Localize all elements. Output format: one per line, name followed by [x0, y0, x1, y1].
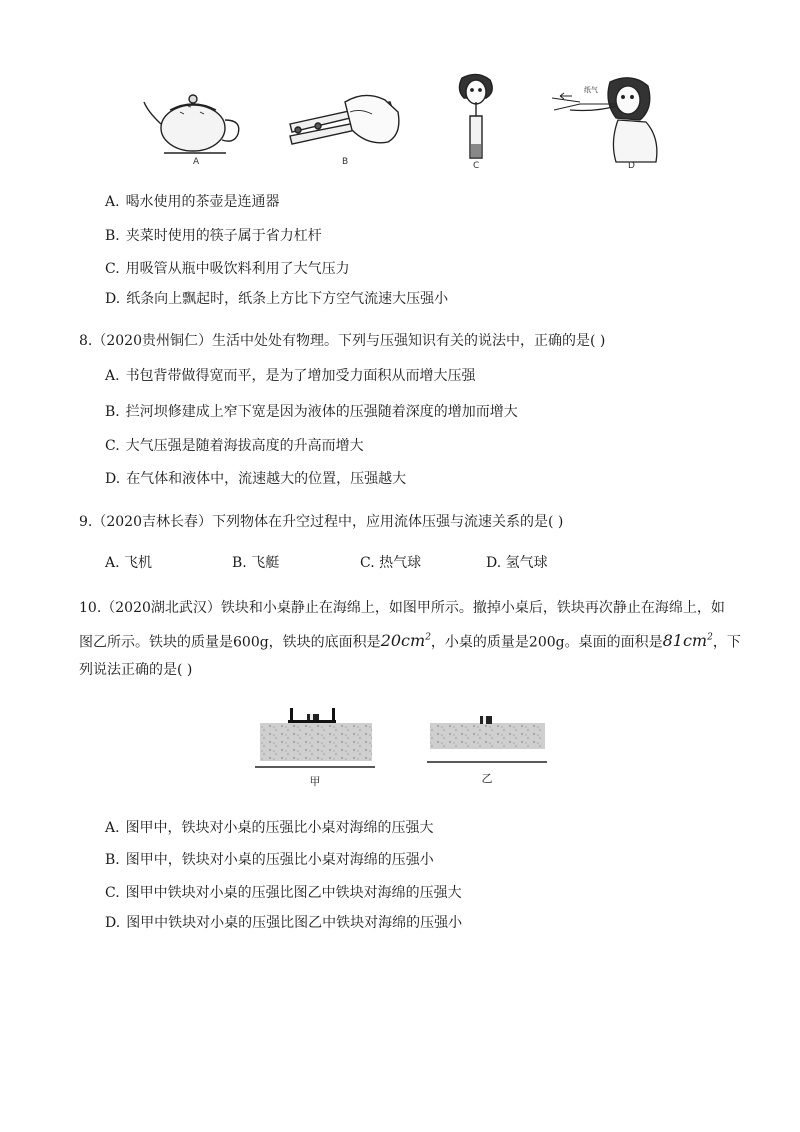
option-text: 图甲中铁块对小桌的压强比图乙中铁块对海绵的压强小 — [126, 915, 463, 931]
q10-stem-line2 — [79, 628, 741, 652]
option-text: 拦河坝修建成上窄下宽是因为液体的压强随着深度的增加而增大 — [125, 404, 518, 420]
q9-option-b[interactable] — [232, 553, 279, 573]
teapot-illustration — [144, 95, 239, 153]
q10-option-c[interactable] — [105, 883, 462, 903]
figure-q7 — [140, 72, 680, 170]
option-label: A. — [105, 820, 120, 836]
straw-bottle-illustration — [459, 74, 492, 158]
option-label: D. — [105, 471, 121, 487]
option-label: A. — [105, 194, 120, 210]
option-label: D. — [105, 291, 121, 307]
option-label: D. — [486, 555, 502, 571]
q9-option-a[interactable] — [105, 553, 152, 573]
option-text: 大气压强是随着海拔高度的升高而增大 — [125, 438, 364, 454]
option-text: 夹菜时使用的筷子属于省力杠杆 — [125, 228, 322, 244]
q8-stem — [79, 331, 605, 351]
q8-answer-blank[interactable]: ( ) — [589, 333, 606, 349]
option-label: C. — [105, 261, 120, 277]
option-text: 飞艇 — [251, 555, 280, 571]
figure-label-b: B — [342, 157, 349, 167]
option-text: 在气体和液体中，流速越大的位置，压强越大 — [126, 471, 407, 487]
option-text: 书包背带做得宽而平，是为了增加受力面积从而增大压强 — [125, 368, 476, 384]
q8-option-d[interactable] — [105, 469, 406, 489]
figure-label-c: C — [473, 161, 480, 170]
q8-stem-text: 8.（2020贵州铜仁）生活中处处有物理。下列与压强知识有关的说法中，正确的是 — [79, 333, 590, 349]
option-text: 热气球 — [379, 555, 422, 571]
q9-stem-text: 9.（2020吉林长春）下列物体在升空过程中，应用流体压强与流速关系的是 — [79, 514, 548, 530]
q10-option-d[interactable] — [105, 913, 462, 933]
q9-stem — [79, 512, 563, 532]
q7-option-c[interactable] — [105, 259, 350, 279]
q10-option-b[interactable] — [105, 850, 434, 870]
q9-answer-blank[interactable]: ( ) — [548, 514, 564, 530]
option-label: C. — [360, 555, 375, 571]
sponge-with-table — [255, 708, 375, 767]
option-label: C. — [105, 438, 120, 454]
q7-option-b[interactable] — [105, 226, 322, 246]
option-label: A. — [105, 555, 120, 571]
q10-text-b: ，小桌的质量是200g。桌面的面积是 — [430, 634, 663, 651]
q9-option-c[interactable] — [360, 553, 421, 573]
option-text: 图甲中，铁块对小桌的压强比小桌对海绵的压强大 — [125, 820, 434, 836]
option-label: C. — [105, 885, 120, 901]
option-text: 飞机 — [124, 555, 153, 571]
option-text: 氢气球 — [505, 555, 548, 571]
q8-option-c[interactable] — [105, 436, 364, 456]
q8-option-a[interactable] — [105, 366, 476, 386]
q7-option-d[interactable] — [105, 289, 448, 309]
figure-q10 — [255, 700, 555, 790]
area-value-2: $81cm^2$ — [662, 631, 713, 651]
area-value-1: $20cm^2$ — [380, 631, 431, 651]
q7-option-a[interactable] — [105, 192, 280, 212]
option-text: 图甲中铁块对小桌的压强比图乙中铁块对海绵的压强大 — [125, 885, 462, 901]
q9-option-d[interactable] — [486, 553, 548, 573]
q10-stem-line1: 10.（2020湖北武汉）铁块和小桌静止在海绵上，如图甲所示。撤掉小桌后，铁块再次静止在海绵上，如 — [79, 600, 725, 616]
sponge-with-iron-block — [427, 716, 547, 762]
option-text: 图甲中，铁块对小桌的压强比小桌对海绵的压强小 — [125, 852, 434, 868]
arrow-label: 纸气 — [584, 86, 598, 94]
q10-option-a[interactable] — [105, 818, 434, 838]
paper-strip-illustration — [552, 78, 657, 162]
q10-text-a: 图乙所示。铁块的质量是600g，铁块的底面积是 — [79, 634, 381, 651]
chopsticks-illustration — [290, 95, 399, 144]
figure-label-yi: 乙 — [481, 772, 493, 785]
figure-label-a: A — [193, 157, 200, 167]
option-label: D. — [105, 915, 121, 931]
q8-option-b[interactable] — [105, 402, 518, 422]
q10-stem-line3 — [79, 660, 192, 680]
option-text: 用吸管从瓶中吸饮料利用了大气压力 — [125, 261, 350, 277]
option-text: 喝水使用的茶壶是连通器 — [125, 194, 280, 210]
option-label: A. — [105, 368, 120, 384]
q10-answer-blank[interactable]: ( ) — [177, 662, 193, 678]
q10-text-c: ，下 — [712, 634, 741, 651]
option-label: B. — [232, 555, 247, 571]
figure-label-d: D — [628, 161, 635, 170]
option-label: B. — [105, 852, 120, 868]
figure-label-jia: 甲 — [309, 775, 321, 788]
option-label: B. — [105, 404, 120, 420]
q10-text-line3: 列说法正确的是 — [79, 662, 177, 678]
option-text: 纸条向上飘起时，纸条上方比下方空气流速大压强小 — [126, 291, 449, 307]
option-label: B. — [105, 228, 120, 244]
